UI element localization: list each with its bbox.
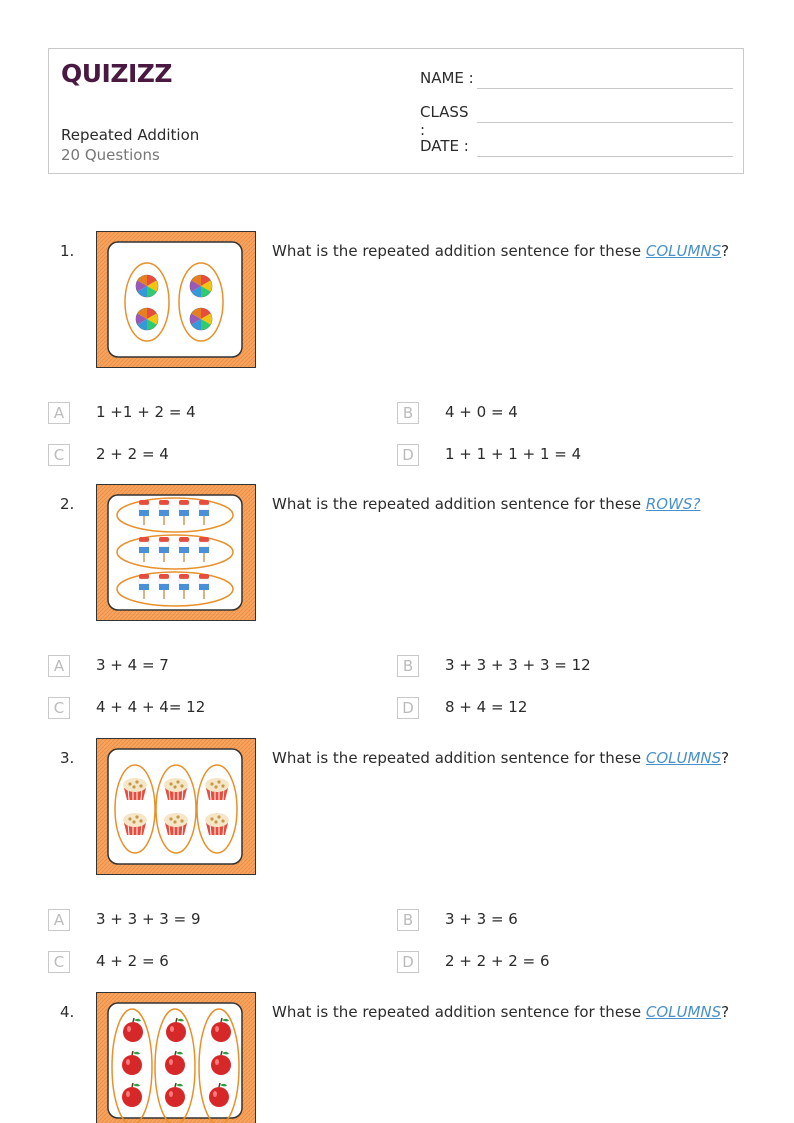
option-letter-box[interactable]: D (397, 444, 419, 466)
option-letter-box[interactable]: C (48, 697, 70, 719)
option-text: 8 + 4 = 12 (445, 698, 528, 716)
option-letter-box[interactable]: C (48, 951, 70, 973)
class-label: CLASS : (420, 103, 469, 139)
question-keyword: COLUMNS (645, 242, 722, 260)
question-keyword: COLUMNS (645, 1003, 722, 1021)
question-prefix: What is the repeated addition sentence for these (272, 1003, 646, 1021)
question-prefix: What is the repeated addition sentence for these (272, 242, 646, 260)
option-letter-box[interactable]: B (397, 909, 419, 931)
option-text: 4 + 2 = 6 (96, 952, 169, 970)
question-prefix: What is the repeated addition sentence for these (272, 495, 646, 513)
option-text: 3 + 3 + 3 + 3 = 12 (445, 656, 591, 674)
popsicle-icon (96, 484, 256, 621)
beach-ball-icon (96, 231, 256, 368)
worksheet-header (48, 48, 744, 174)
question-number: 1. (60, 242, 75, 260)
question-number: 2. (60, 495, 75, 513)
option-text: 3 + 3 = 6 (445, 910, 518, 928)
option-letter-box[interactable]: D (397, 951, 419, 973)
option-text: 4 + 0 = 4 (445, 403, 518, 421)
option-text: 3 + 4 = 7 (96, 656, 169, 674)
date-line[interactable] (477, 156, 733, 157)
option-letter-box[interactable]: D (397, 697, 419, 719)
question-keyword: COLUMNS (645, 749, 722, 767)
cupcake-icon (96, 738, 256, 875)
name-line[interactable] (477, 88, 733, 89)
question-number: 4. (60, 1003, 75, 1021)
question-suffix: ? (721, 1003, 730, 1021)
question-text (272, 495, 700, 513)
question-number: 3. (60, 749, 75, 767)
question-suffix: ? (721, 749, 730, 767)
option-text: 1 +1 + 2 = 4 (96, 403, 196, 421)
option-letter-box[interactable]: B (397, 655, 419, 677)
quizizz-logo: QUIZIZZ (61, 59, 173, 88)
date-label: DATE : (420, 137, 469, 155)
question-count: 20 Questions (61, 146, 160, 164)
option-text: 1 + 1 + 1 + 1 = 4 (445, 445, 582, 463)
class-field[interactable] (420, 103, 476, 139)
option-letter-box[interactable]: B (397, 402, 419, 424)
option-letter-box[interactable]: A (48, 909, 70, 931)
name-label: NAME : (420, 69, 474, 87)
question-text (272, 242, 729, 260)
option-text: 2 + 2 + 2 = 6 (445, 952, 550, 970)
option-text: 2 + 2 = 4 (96, 445, 169, 463)
option-letter-box[interactable]: C (48, 444, 70, 466)
class-line[interactable] (477, 122, 733, 123)
question-text (272, 749, 729, 767)
question-keyword: ROWS? (645, 495, 701, 513)
apple-icon (96, 992, 256, 1123)
option-letter-box[interactable]: A (48, 402, 70, 424)
option-text: 3 + 3 + 3 = 9 (96, 910, 201, 928)
worksheet-title: Repeated Addition (61, 126, 200, 144)
name-field[interactable] (420, 69, 476, 87)
question-text (272, 1003, 729, 1021)
option-letter-box[interactable]: A (48, 655, 70, 677)
question-prefix: What is the repeated addition sentence for these (272, 749, 646, 767)
question-suffix: ? (721, 242, 730, 260)
date-field[interactable] (420, 137, 476, 155)
option-text: 4 + 4 + 4= 12 (96, 698, 206, 716)
